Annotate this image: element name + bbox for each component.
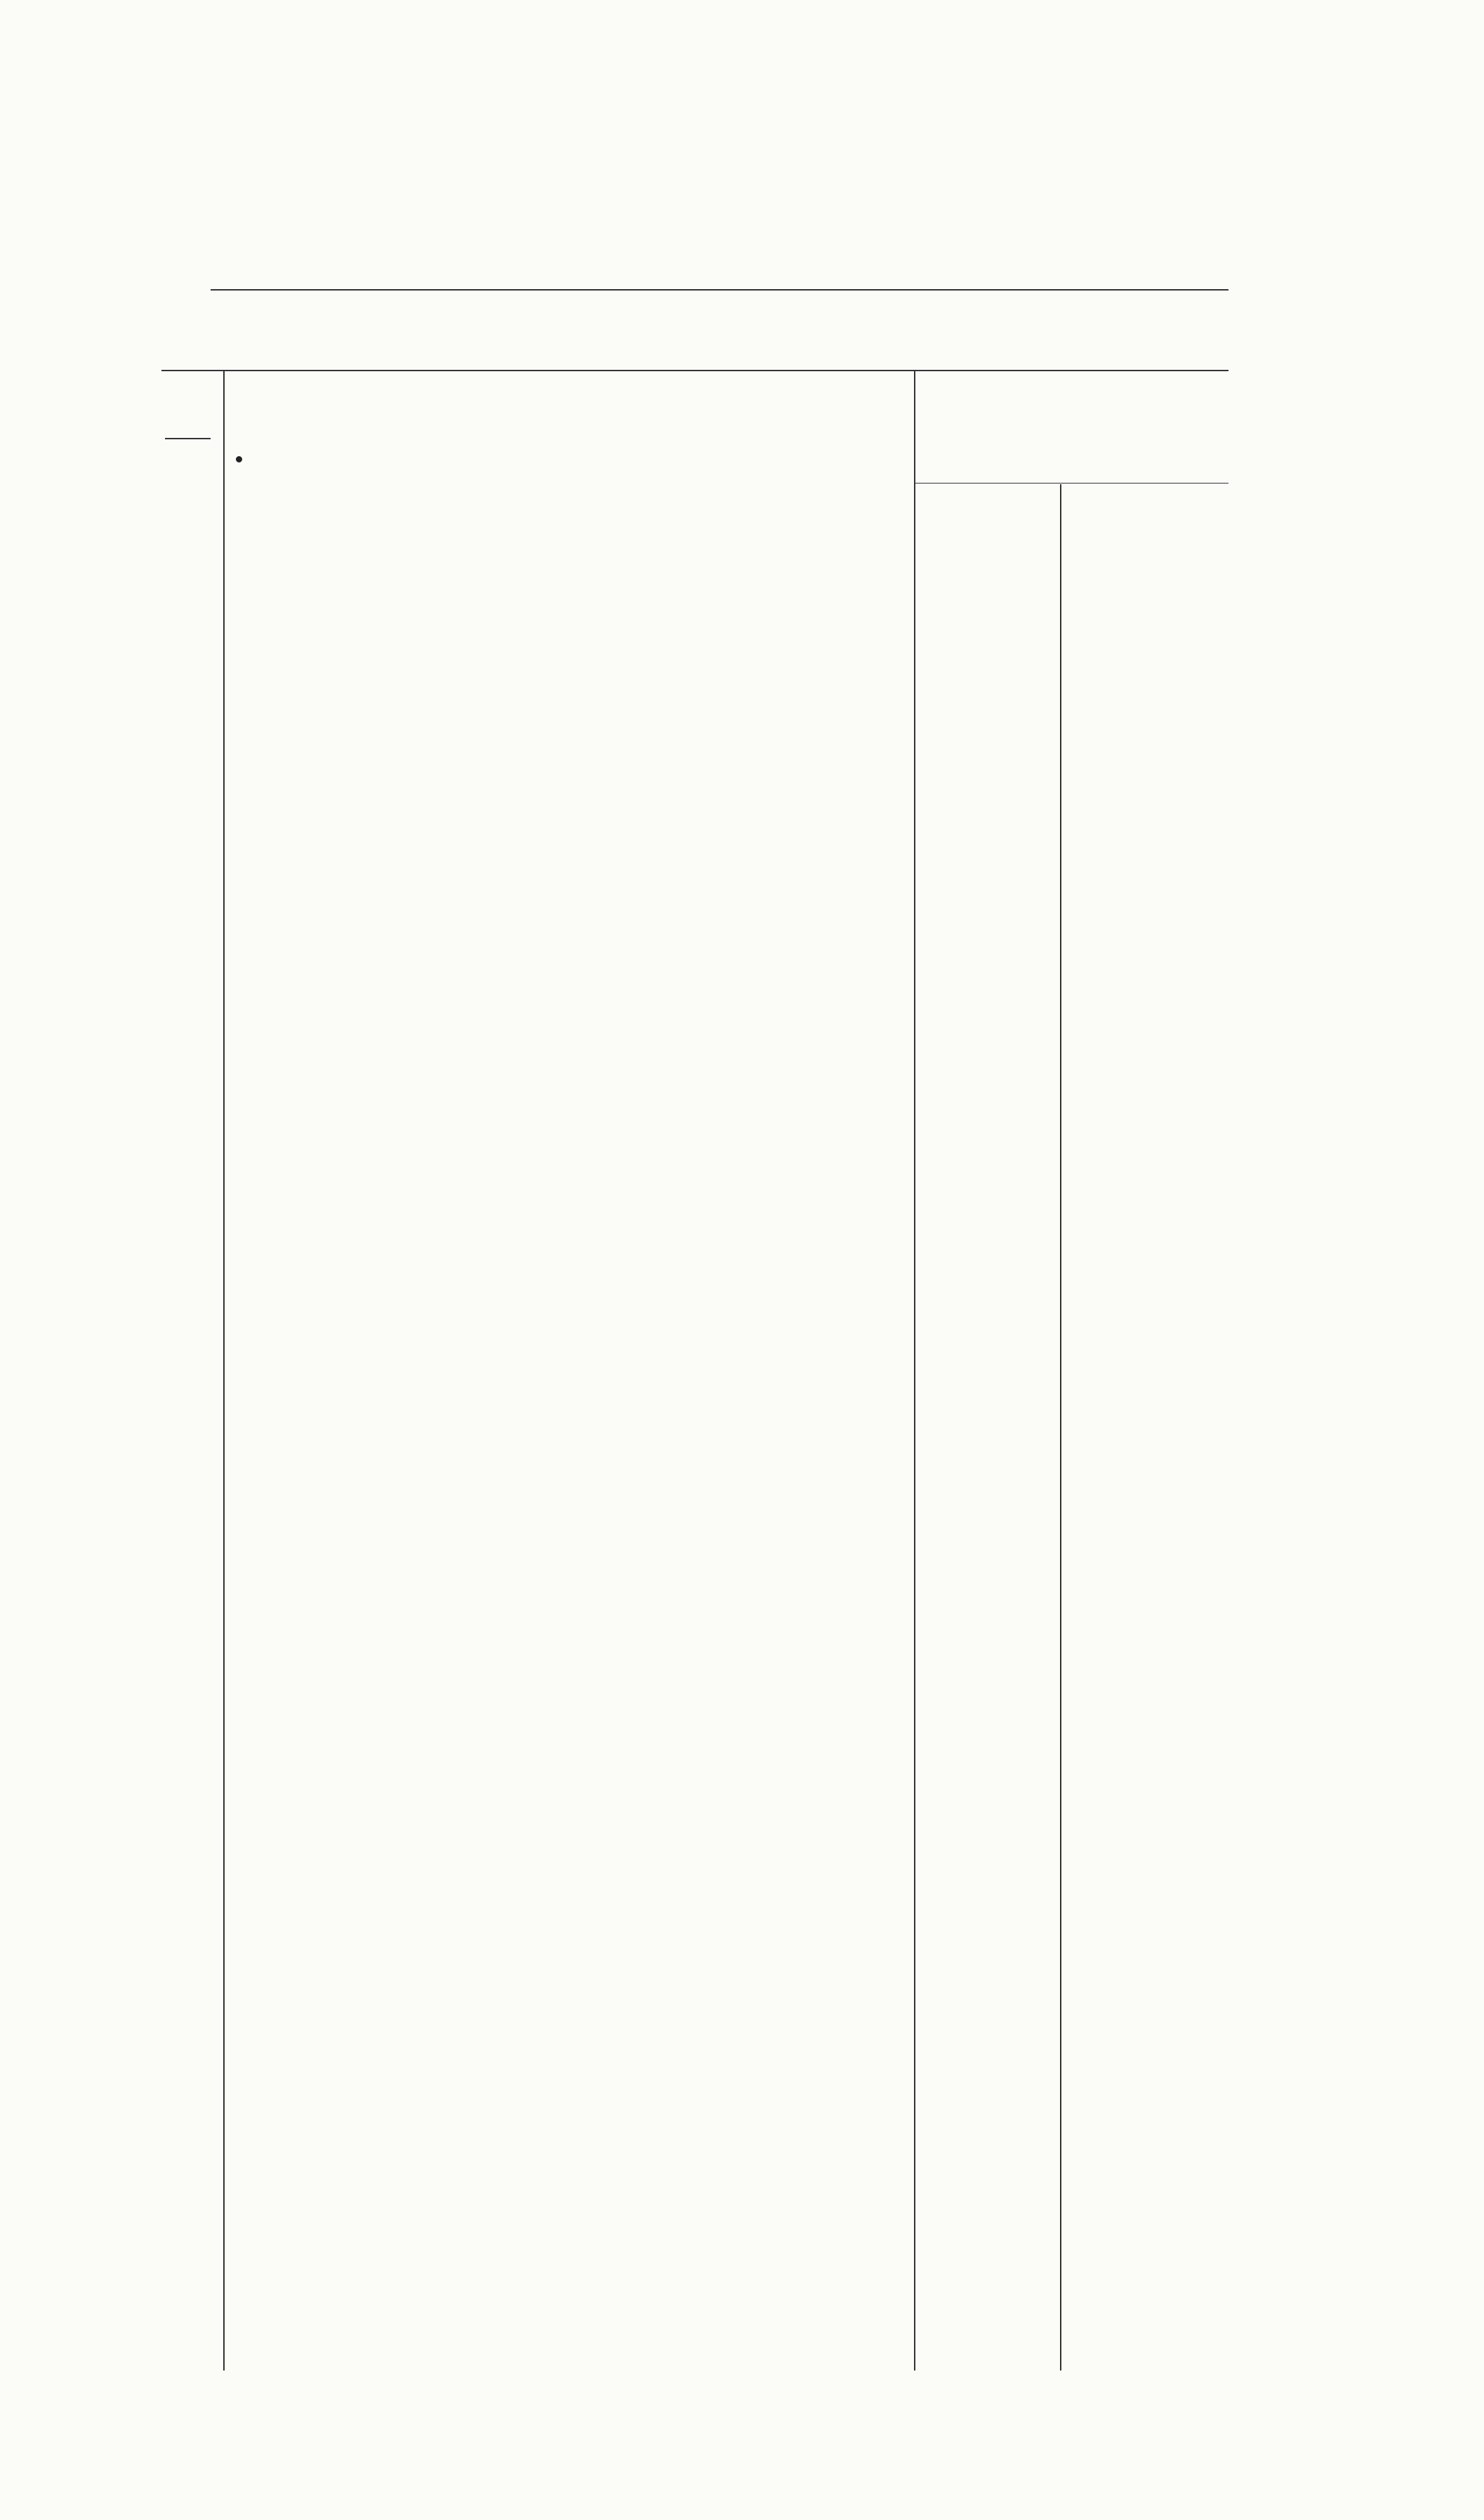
amount-column-divider [1060, 484, 1061, 2371]
electorate-column-divider [914, 371, 915, 2371]
table-top-rule [161, 370, 1228, 371]
title-rule [211, 289, 1228, 291]
year-header-rule [915, 483, 1228, 484]
item-column-divider [223, 371, 225, 2371]
item-header-rule [165, 438, 211, 439]
bullet-mark [236, 456, 242, 462]
